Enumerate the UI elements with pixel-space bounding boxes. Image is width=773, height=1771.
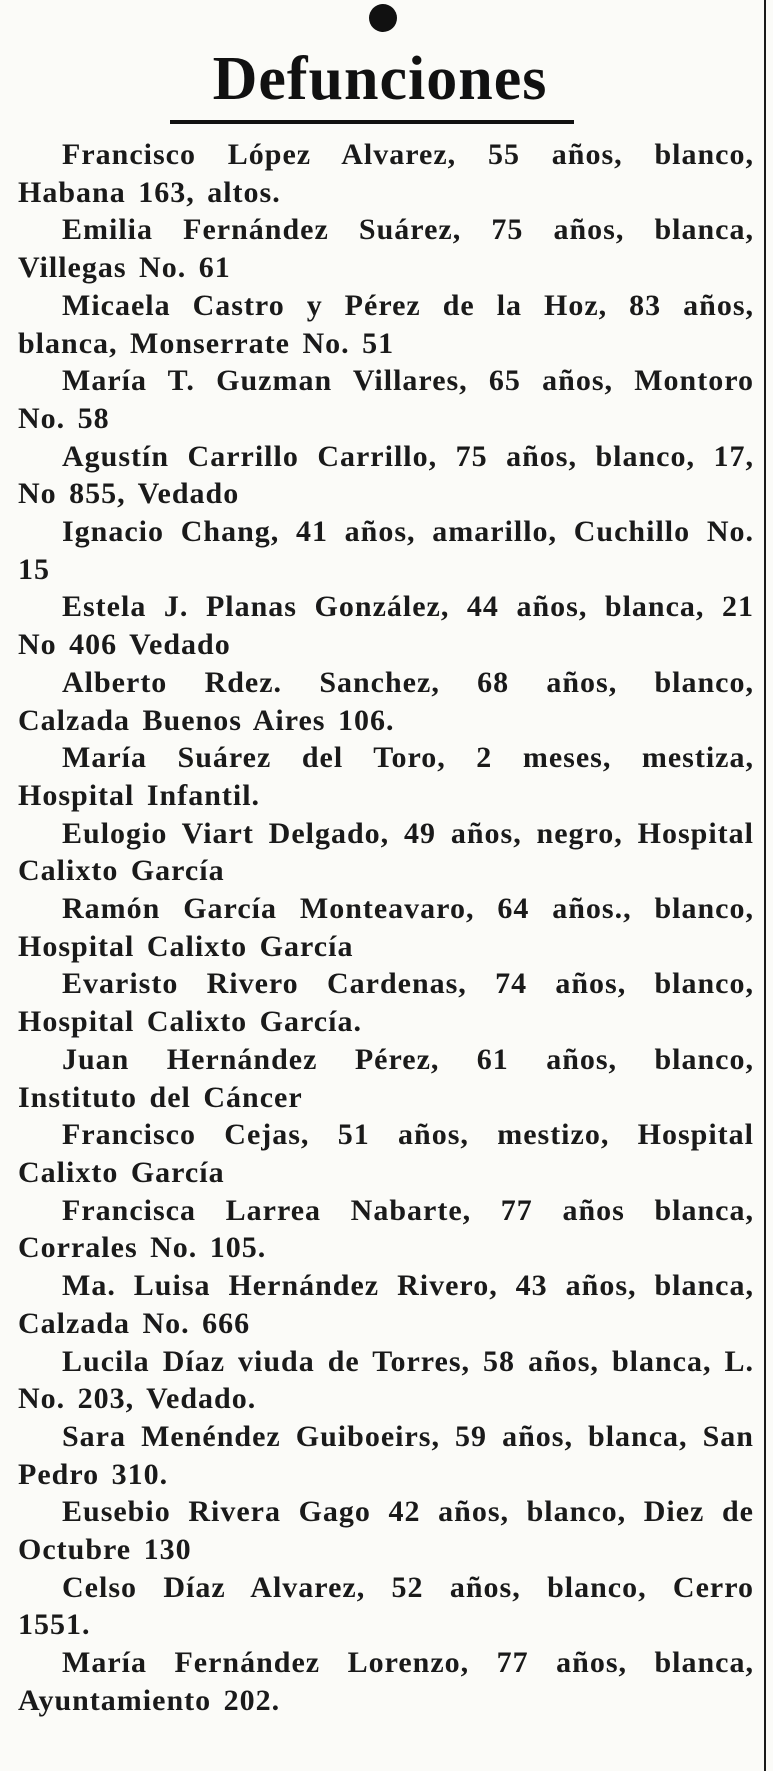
obituary-entry: María Fernández Lorenzo, 77 años, blanca, Ayuntamiento 202.	[18, 1646, 754, 1717]
obituary-entry: Ramón García Monteavaro, 64 años., blanco, Hospital Calixto García	[18, 892, 754, 963]
obituary-list	[18, 136, 754, 1720]
obituary-entry: Celso Díaz Alvarez, 52 años, blanco, Cerro 1551.	[18, 1570, 754, 1642]
obituary-entry: Ma. Luisa Hernández Rivero, 43 años, blanca, Calzada No. 666	[18, 1269, 754, 1340]
bullet-ornament	[369, 4, 397, 32]
obituary-entry: Micaela Castro y Pérez de la Hoz, 83 años, blanca, Monserrate No. 51	[18, 288, 754, 360]
obituary-entry: Sara Menéndez Guiboeirs, 59 años, blanca, San Pedro 310.	[18, 1419, 754, 1491]
obituary-entry: María Suárez del Toro, 2 meses, mestiza, Hospital Infantil.	[18, 741, 754, 812]
obituary-entry: Estela J. Planas González, 44 años, blanca, 21 No 406 Vedado	[18, 590, 754, 662]
obituary-entry: Eusebio Rivera Gago 42 años, blanco, Diez de Octubre 130	[18, 1495, 754, 1567]
obituary-entry: Alberto Rdez. Sanchez, 68 años, blanco, Calzada Buenos Aires 106.	[18, 665, 754, 737]
obituary-entry: María T. Guzman Villares, 65 años, Montoro No. 58	[18, 364, 754, 435]
obituary-entry: Agustín Carrillo Carrillo, 75 años, blanco, 17, No 855, Vedado	[18, 439, 754, 511]
obituary-entry: Francisca Larrea Nabarte, 77 años blanca, Corrales No. 105.	[18, 1193, 754, 1265]
obituary-entry: Francisco Cejas, 51 años, mestizo, Hospital Calixto García	[18, 1118, 754, 1189]
obituary-entry: Emilia Fernández Suárez, 75 años, blanca, Villegas No. 61	[18, 213, 754, 285]
obituary-entry: Lucila Díaz viuda de Torres, 58 años, blanca, L. No. 203, Vedado.	[18, 1344, 754, 1416]
section-title: Defunciones	[212, 45, 548, 113]
obituary-entry: Ignacio Chang, 41 años, amarillo, Cuchillo No. 15	[18, 515, 754, 586]
obituary-entry: Francisco López Alvarez, 55 años, blanco, Habana 163, altos.	[18, 138, 754, 209]
obituary-entry: Evaristo Rivero Cardenas, 74 años, blanco, Hospital Calixto García.	[18, 967, 754, 1039]
column-rule	[764, 0, 766, 1771]
obituary-entry: Eulogio Viart Delgado, 49 años, negro, Hospital Calixto García	[18, 816, 754, 888]
title-underline	[170, 120, 574, 124]
obituary-entry: Juan Hernández Pérez, 61 años, blanco, Instituto del Cáncer	[18, 1042, 754, 1114]
